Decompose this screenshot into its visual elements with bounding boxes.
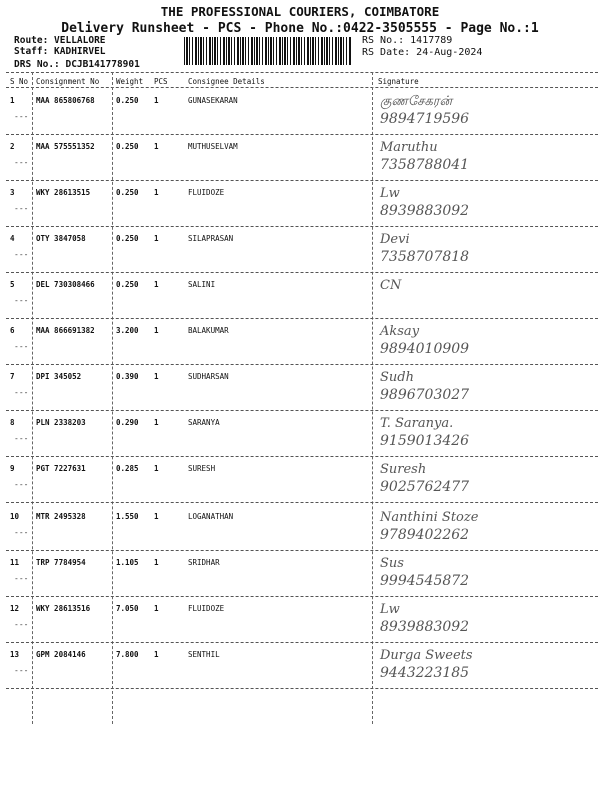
row-sno: 7 [10,372,15,381]
row-marker: --- [14,388,29,397]
signature-handwriting: Lw [380,186,400,201]
signature-handwriting: Durga Sweets [380,648,473,663]
row-sno: 6 [10,326,15,335]
row-marker: --- [14,342,29,351]
row-pcs: 1 [154,558,159,567]
signature-phone: 9894719596 [380,111,470,127]
row-weight: 0.250 [116,188,139,197]
row-pcs: 1 [154,604,159,613]
signature-handwriting: Sudh [380,370,414,385]
signature-handwriting: T. Saranya. [380,416,454,431]
col-divider [372,72,373,724]
row-rule [6,180,598,181]
col-header-consignee: Consignee Details [188,77,265,86]
row-marker: --- [14,112,29,121]
row-rule [6,642,598,643]
row-marker: --- [14,204,29,213]
row-consignment-no: MAA 575551352 [36,142,95,151]
row-marker: --- [14,296,29,305]
row-sno: 10 [10,512,20,521]
signature-handwriting: Sus [380,556,404,571]
row-sno: 13 [10,650,20,659]
row-marker: --- [14,574,29,583]
row-consignee: SALINI [188,280,216,289]
row-sno: 3 [10,188,15,197]
row-pcs: 1 [154,234,159,243]
row-weight: 0.250 [116,142,139,151]
row-weight: 7.050 [116,604,139,613]
row-sno: 11 [10,558,20,567]
row-consignment-no: WKY 28613515 [36,188,91,197]
row-consignment-no: GPM 2084146 [36,650,86,659]
row-consignment-no: WKY 28613516 [36,604,91,613]
signature-handwriting: Aksay [380,324,420,339]
row-sno: 2 [10,142,15,151]
row-marker: --- [14,620,29,629]
signature-phone: 7358788041 [380,157,470,173]
row-marker: --- [14,434,29,443]
row-weight: 7.800 [116,650,139,659]
row-sno: 8 [10,418,15,427]
col-header-pcs: PCS [154,77,168,86]
signature-handwriting: CN [380,278,402,293]
row-marker: --- [14,250,29,259]
row-pcs: 1 [154,650,159,659]
row-consignment-no: PGT 7227631 [36,464,86,473]
row-consignee: SENTHIL [188,650,220,659]
row-consignee: FLUIDOZE [188,188,225,197]
row-pcs: 1 [154,372,159,381]
col-header-consignment: Consignment No [36,77,100,86]
company-title: THE PROFESSIONAL COURIERS, COIMBATORE [160,4,440,19]
row-weight: 0.290 [116,418,139,427]
row-rule [6,550,598,551]
row-consignment-no: DPI 345052 [36,372,82,381]
row-rule [6,502,598,503]
row-rule [6,226,598,227]
signature-phone: 9443223185 [380,665,470,681]
row-weight: 0.250 [116,280,139,289]
row-consignee: BALAKUMAR [188,326,229,335]
drs-number: DRS No.: DCJB141778901 [14,59,140,70]
row-consignee: SILAPRASAN [188,234,234,243]
row-rule [6,318,598,319]
signature-phone: 8939883092 [380,203,470,219]
row-sno: 9 [10,464,15,473]
row-rule [6,456,598,457]
row-consignment-no: MAA 865806768 [36,96,95,105]
row-consignee: SURESH [188,464,216,473]
row-sno: 5 [10,280,15,289]
row-rule [6,134,598,135]
row-consignee: FLUIDOZE [188,604,225,613]
row-pcs: 1 [154,142,159,151]
row-consignee: SARANYA [188,418,220,427]
row-sno: 1 [10,96,15,105]
row-consignment-no: PLN 2338203 [36,418,86,427]
signature-phone: 9994545872 [380,573,470,589]
row-weight: 0.390 [116,372,139,381]
row-weight: 0.285 [116,464,139,473]
signature-handwriting: Devi [380,232,410,247]
row-rule [6,272,598,273]
row-rule [6,364,598,365]
signature-phone: 7358707818 [380,249,470,265]
row-consignee: GUNASEKARAN [188,96,238,105]
row-sno: 4 [10,234,15,243]
signature-phone: 9789402262 [380,527,470,543]
barcode [184,37,352,65]
signature-phone: 9896703027 [380,387,470,403]
row-rule [6,410,598,411]
row-rule [6,688,598,689]
row-consignee: SRIDHAR [188,558,220,567]
row-consignment-no: MAA 866691382 [36,326,95,335]
col-header-sno: S No [10,77,29,86]
row-pcs: 1 [154,512,159,521]
row-consignee: LOGANATHAN [188,512,234,521]
row-pcs: 1 [154,96,159,105]
row-consignee: SUDHARSAN [188,372,229,381]
row-weight: 1.550 [116,512,139,521]
col-header-signature: Signature [378,77,419,86]
col-divider [112,72,113,724]
signature-handwriting: குணசேகரன் [380,94,453,109]
row-consignment-no: DEL 730308466 [36,280,95,289]
signature-handwriting: Lw [380,602,400,617]
row-consignment-no: OTY 3847058 [36,234,86,243]
table-top-rule [6,72,598,73]
header-rule [6,87,598,88]
col-divider [32,72,33,724]
row-weight: 3.200 [116,326,139,335]
route-label: Route: VELLALORE [14,35,106,46]
row-pcs: 1 [154,418,159,427]
row-weight: 0.250 [116,96,139,105]
row-marker: --- [14,528,29,537]
row-pcs: 1 [154,188,159,197]
signature-phone: 9025762477 [380,479,470,495]
row-marker: --- [14,666,29,675]
signature-handwriting: Maruthu [380,140,438,155]
signature-handwriting: Suresh [380,462,427,477]
row-weight: 0.250 [116,234,139,243]
row-consignee: MUTHUSELVAM [188,142,238,151]
staff-label: Staff: KADHIRVEL [14,46,106,57]
runsheet-subtitle: Delivery Runsheet - PCS - Phone No.:0422-3505555 - Page No.:1 [61,21,539,36]
row-pcs: 1 [154,464,159,473]
rs-date: RS Date: 24-Aug-2024 [362,47,483,58]
row-rule [6,596,598,597]
row-marker: --- [14,480,29,489]
row-consignment-no: TRP 7784954 [36,558,86,567]
row-sno: 12 [10,604,20,613]
signature-phone: 8939883092 [380,619,470,635]
row-pcs: 1 [154,280,159,289]
row-consignment-no: MTR 2495328 [36,512,86,521]
signature-handwriting: Nanthini Stoze [380,510,479,525]
row-marker: --- [14,158,29,167]
row-pcs: 1 [154,326,159,335]
rs-number: RS No.: 1417789 [362,35,453,46]
col-header-weight: Weight [116,77,144,86]
signature-phone: 9159013426 [380,433,470,449]
signature-phone: 9894010909 [380,341,470,357]
row-weight: 1.105 [116,558,139,567]
